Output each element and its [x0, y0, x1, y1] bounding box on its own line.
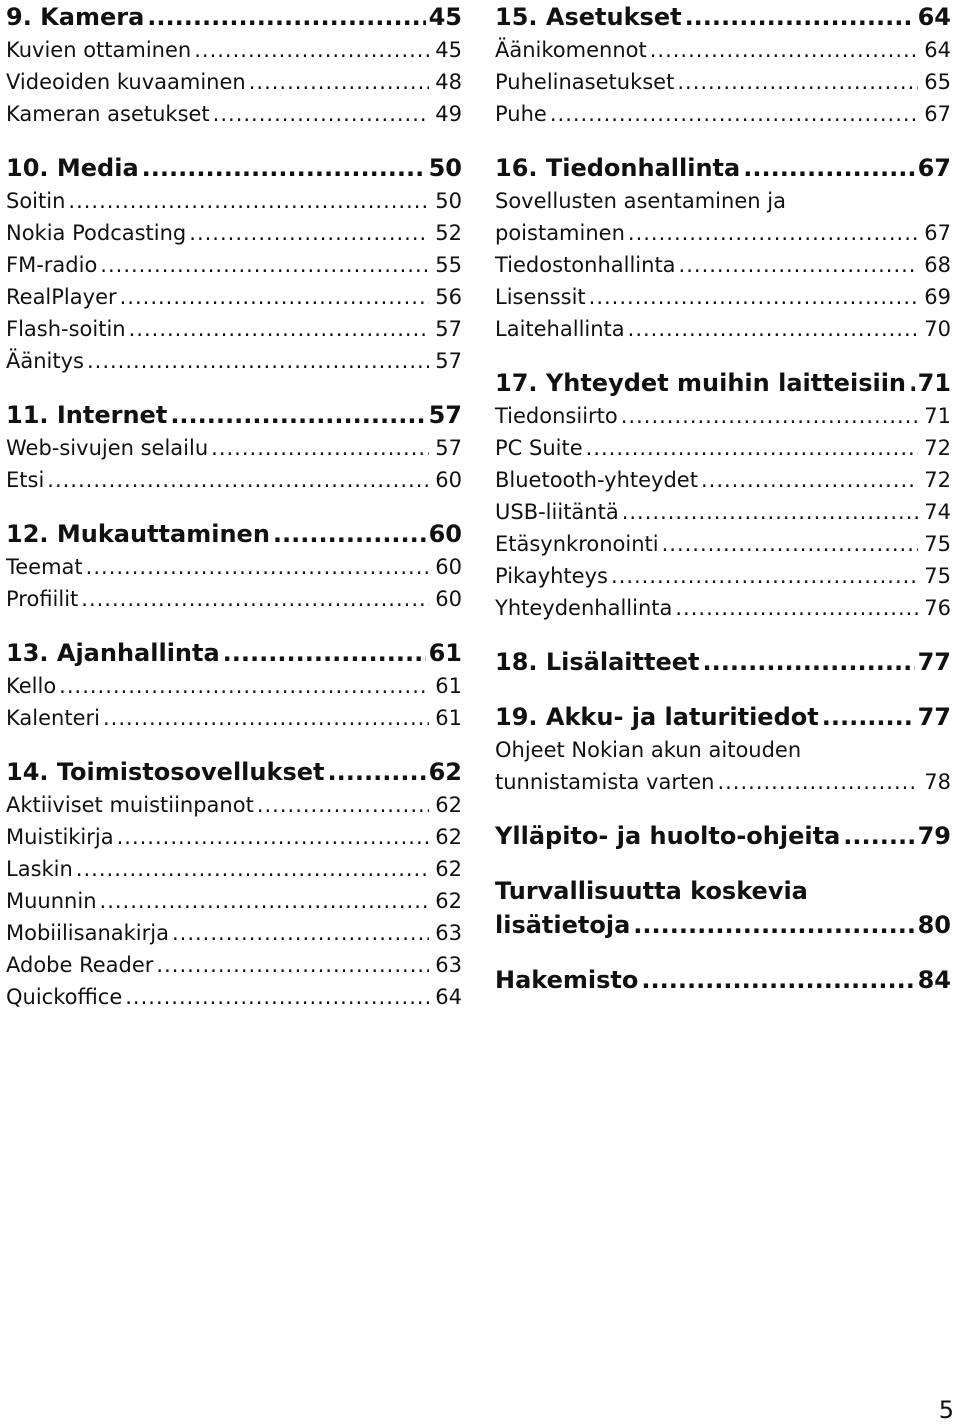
dot-leader — [76, 853, 429, 885]
dot-leader — [100, 885, 429, 917]
toc-section-entry[interactable] — [495, 874, 951, 908]
toc-page-number: 67 — [924, 102, 951, 126]
section-gap — [495, 853, 951, 874]
toc-entry-title: Profiilit — [6, 587, 79, 611]
dot-leader — [147, 0, 425, 34]
toc-entry-title: Kello — [6, 674, 57, 698]
toc-entry[interactable] — [6, 313, 462, 345]
toc-entry-title: Mobiilisanakirja — [6, 921, 169, 945]
toc-entry-title: 12. Mukauttaminen — [6, 520, 270, 548]
toc-entry[interactable] — [6, 249, 462, 281]
dot-leader — [611, 560, 918, 592]
toc-entry[interactable] — [6, 432, 462, 464]
toc-entry[interactable] — [6, 949, 462, 981]
toc-entry-title: Muistikirja — [6, 825, 114, 849]
toc-page-number: 50 — [435, 189, 462, 213]
toc-entry[interactable] — [6, 185, 462, 217]
toc-entry[interactable] — [495, 766, 951, 798]
dot-leader — [100, 249, 429, 281]
toc-page-number: 62 — [428, 758, 462, 786]
section-gap — [6, 615, 462, 636]
toc-entry-title: USB-liitäntä — [495, 500, 619, 524]
toc-entry[interactable] — [495, 528, 951, 560]
toc-page-number: 62 — [435, 857, 462, 881]
toc-entry-title: Kalenteri — [6, 706, 100, 730]
section-gap — [6, 496, 462, 517]
toc-entry[interactable] — [495, 34, 951, 66]
section-gap — [6, 734, 462, 755]
toc-entry-title: 18. Lisälaitteet — [495, 648, 700, 676]
toc-entry-title: Etsi — [6, 468, 45, 492]
toc-page-number: 70 — [924, 317, 951, 341]
toc-entry[interactable] — [6, 917, 462, 949]
toc-section-entry[interactable] — [495, 819, 951, 853]
dot-leader — [249, 66, 429, 98]
toc-page-number: 67 — [924, 221, 951, 245]
toc-entry-title: lisätietoja — [495, 911, 631, 939]
toc-entry-title: Web-sivujen selailu — [6, 436, 209, 460]
dot-leader — [586, 432, 918, 464]
toc-page-number: 62 — [435, 889, 462, 913]
dot-leader — [628, 313, 918, 345]
toc-page-number: 78 — [924, 770, 951, 794]
toc-entry-title: Laskin — [6, 857, 73, 881]
dot-leader — [843, 819, 914, 853]
dot-leader — [685, 0, 915, 34]
toc-page-number: 79 — [917, 822, 951, 850]
dot-leader — [743, 151, 914, 185]
dot-leader — [194, 34, 429, 66]
toc-entry-title: Soitin — [6, 189, 66, 213]
toc-entry[interactable] — [6, 789, 462, 821]
toc-entry[interactable] — [495, 98, 951, 130]
toc-entry-title: Pikayhteys — [495, 564, 608, 588]
toc-page-number: 75 — [924, 532, 951, 556]
dot-leader — [909, 366, 915, 400]
toc-page-number: 65 — [924, 70, 951, 94]
toc-page-number: 80 — [917, 911, 951, 939]
dot-leader — [717, 766, 918, 798]
toc-entry-title: Kuvien ottaminen — [6, 38, 192, 62]
dot-leader — [47, 464, 429, 496]
toc-page-number: 77 — [917, 648, 951, 676]
toc-entry[interactable] — [495, 66, 951, 98]
toc-page-number: 61 — [428, 639, 462, 667]
dot-leader — [103, 702, 429, 734]
toc-section-entry[interactable] — [6, 398, 462, 432]
toc-right-column — [495, 0, 951, 997]
dot-leader — [156, 949, 429, 981]
toc-entry[interactable] — [6, 702, 462, 734]
toc-entry-title: Äänikomennot — [495, 38, 647, 62]
toc-entry-title: FM-radio — [6, 253, 98, 277]
toc-entry-title: Tiedonsiirto — [495, 404, 618, 428]
dot-leader — [628, 217, 918, 249]
toc-entry-title: 9. Kamera — [6, 3, 145, 31]
dot-leader — [633, 908, 914, 942]
toc-entry-title: Sovellusten asentaminen ja — [495, 189, 786, 213]
toc-entry[interactable] — [6, 551, 462, 583]
toc-page-number: 56 — [435, 285, 462, 309]
toc-entry[interactable] — [495, 281, 951, 313]
dot-leader — [589, 281, 918, 313]
section-gap — [495, 798, 951, 819]
toc-page-number: 63 — [435, 921, 462, 945]
toc-page-number: 60 — [435, 555, 462, 579]
toc-entry[interactable] — [6, 853, 462, 885]
section-gap — [495, 942, 951, 963]
toc-entry[interactable] — [495, 592, 951, 624]
toc-page-number: 72 — [924, 468, 951, 492]
toc-page-number: 57 — [428, 401, 462, 429]
toc-page-number: 64 — [924, 38, 951, 62]
toc-entry[interactable] — [495, 217, 951, 249]
toc-page-number: 52 — [435, 221, 462, 245]
dot-leader — [142, 151, 426, 185]
toc-page-number: 63 — [435, 953, 462, 977]
toc-page-number: 45 — [435, 38, 462, 62]
toc-entry-title: Nokia Podcasting — [6, 221, 187, 245]
dot-leader — [621, 400, 918, 432]
toc-entry-title: Flash-soitin — [6, 317, 126, 341]
toc-page-number: 50 — [428, 154, 462, 182]
dot-leader — [662, 528, 918, 560]
toc-entry-title: Muunnin — [6, 889, 97, 913]
toc-page-number: 57 — [435, 349, 462, 373]
toc-entry-title: Hakemisto — [495, 966, 639, 994]
dot-leader — [211, 432, 429, 464]
toc-page-number: 77 — [917, 703, 951, 731]
toc-entry[interactable] — [495, 400, 951, 432]
toc-entry-title: Bluetooth-yhteydet — [495, 468, 698, 492]
toc-entry[interactable] — [495, 313, 951, 345]
page-number: 5 — [938, 1396, 954, 1424]
toc-entry-title: Tiedostonhallinta — [495, 253, 676, 277]
toc-page-number: 68 — [924, 253, 951, 277]
toc-entry[interactable] — [6, 821, 462, 853]
toc-page-number: 74 — [924, 500, 951, 524]
toc-entry[interactable] — [6, 981, 462, 1013]
toc-page-number: 67 — [917, 154, 951, 182]
toc-entry[interactable] — [6, 34, 462, 66]
toc-page-number: 60 — [428, 520, 462, 548]
toc-page-number: 60 — [435, 587, 462, 611]
toc-section-entry[interactable] — [495, 0, 951, 34]
dot-leader — [189, 217, 429, 249]
dot-leader — [257, 789, 429, 821]
toc-page-number: 62 — [435, 825, 462, 849]
dot-leader — [273, 517, 426, 551]
toc-entry-title: Adobe Reader — [6, 953, 154, 977]
dot-leader — [550, 98, 918, 130]
dot-leader — [650, 34, 918, 66]
toc-section-entry[interactable] — [6, 517, 462, 551]
toc-page-number: 55 — [435, 253, 462, 277]
dot-leader — [59, 670, 429, 702]
dot-leader — [87, 345, 429, 377]
toc-page-number: 84 — [917, 966, 951, 994]
toc-entry-title: Turvallisuutta koskevia — [495, 877, 808, 905]
dot-leader — [129, 313, 429, 345]
dot-leader — [679, 249, 918, 281]
toc-page-number: 49 — [435, 102, 462, 126]
toc-entry[interactable] — [495, 464, 951, 496]
toc-entry[interactable] — [495, 734, 951, 766]
toc-section-entry[interactable] — [495, 151, 951, 185]
toc-entry[interactable] — [6, 885, 462, 917]
toc-page-number: 61 — [435, 706, 462, 730]
toc-entry[interactable] — [6, 583, 462, 615]
toc-entry[interactable] — [6, 98, 462, 130]
toc-page-number: 75 — [924, 564, 951, 588]
toc-section-entry[interactable] — [495, 645, 951, 679]
toc-entry[interactable] — [495, 249, 951, 281]
toc-entry-title: Videoiden kuvaaminen — [6, 70, 246, 94]
toc-page-number: 45 — [428, 3, 462, 31]
dot-leader — [125, 981, 429, 1013]
toc-entry-title: poistaminen — [495, 221, 625, 245]
toc-left-column — [6, 0, 462, 1013]
dot-leader — [641, 963, 914, 997]
toc-page-number: 62 — [435, 793, 462, 817]
toc-entry-title: Ohjeet Nokian akun aitouden — [495, 738, 802, 762]
toc-entry-title: 14. Toimistosovellukset — [6, 758, 325, 786]
toc-entry-title: Lisenssit — [495, 285, 586, 309]
toc-section-entry[interactable] — [6, 755, 462, 789]
toc-entry-title: 16. Tiedonhallinta — [495, 154, 741, 182]
dot-leader — [120, 281, 429, 313]
toc-section-entry[interactable] — [6, 636, 462, 670]
toc-page-number: 57 — [435, 317, 462, 341]
dot-leader — [170, 398, 425, 432]
toc-entry-title: Puhelinasetukset — [495, 70, 675, 94]
toc-entry-title: RealPlayer — [6, 285, 117, 309]
toc-entry-title: Etäsynkronointi — [495, 532, 659, 556]
toc-page-number: 64 — [435, 985, 462, 1009]
section-gap — [495, 679, 951, 700]
toc-entry-title: Ylläpito- ja huolto-ohjeita — [495, 822, 841, 850]
toc-entry[interactable] — [495, 432, 951, 464]
dot-leader — [213, 98, 429, 130]
dot-leader — [172, 917, 429, 949]
toc-page-number: 69 — [924, 285, 951, 309]
toc-entry[interactable] — [6, 670, 462, 702]
dot-leader — [223, 636, 426, 670]
toc-entry-title: Laitehallinta — [495, 317, 625, 341]
toc-entry[interactable] — [6, 345, 462, 377]
dot-leader — [703, 645, 915, 679]
toc-entry-title: 17. Yhteydet muihin laitteisiin — [495, 369, 907, 397]
toc-page-number: 76 — [924, 596, 951, 620]
toc-section-entry[interactable] — [495, 963, 951, 997]
toc-entry-title: Teemat — [6, 555, 83, 579]
toc-section-entry[interactable] — [6, 0, 462, 34]
dot-leader — [86, 551, 429, 583]
dot-leader — [701, 464, 918, 496]
toc-page-number: 71 — [924, 404, 951, 428]
toc-page-number: 48 — [435, 70, 462, 94]
toc-entry-title: 13. Ajanhallinta — [6, 639, 220, 667]
toc-entry-title: tunnistamista varten — [495, 770, 715, 794]
dot-leader — [68, 185, 429, 217]
dot-leader — [822, 700, 915, 734]
toc-entry-title: Quickoffice — [6, 985, 123, 1009]
toc-page-number: 57 — [435, 436, 462, 460]
toc-entry[interactable] — [495, 496, 951, 528]
section-gap — [6, 130, 462, 151]
dot-leader — [622, 496, 918, 528]
section-gap — [495, 624, 951, 645]
toc-entry-title: Äänitys — [6, 349, 84, 373]
toc-entry[interactable] — [6, 281, 462, 313]
toc-entry[interactable] — [6, 464, 462, 496]
toc-entry[interactable] — [6, 66, 462, 98]
toc-entry[interactable] — [495, 185, 951, 217]
toc-entry[interactable] — [495, 560, 951, 592]
section-gap — [495, 130, 951, 151]
dot-leader — [117, 821, 429, 853]
toc-entry-title: PC Suite — [495, 436, 583, 460]
toc-entry[interactable] — [6, 217, 462, 249]
toc-entry-title: Puhe — [495, 102, 547, 126]
toc-entry-title: Kameran asetukset — [6, 102, 210, 126]
toc-page-number: 72 — [924, 436, 951, 460]
toc-page-number: 60 — [435, 468, 462, 492]
toc-entry-title: 15. Asetukset — [495, 3, 682, 31]
dot-leader — [327, 755, 425, 789]
toc-entry-title: Aktiiviset muistiinpanot — [6, 793, 254, 817]
dot-leader — [677, 66, 918, 98]
dot-leader — [675, 592, 918, 624]
dot-leader — [81, 583, 429, 615]
toc-entry-title: Yhteydenhallinta — [495, 596, 673, 620]
toc-section-entry[interactable] — [6, 151, 462, 185]
toc-page-number: 61 — [435, 674, 462, 698]
toc-section-entry[interactable] — [495, 908, 951, 942]
section-gap — [495, 345, 951, 366]
toc-entry-title: 11. Internet — [6, 401, 168, 429]
toc-entry-title: 19. Akku- ja laturitiedot — [495, 703, 819, 731]
toc-entry-title: 10. Media — [6, 154, 139, 182]
toc-page-number: 71 — [917, 369, 951, 397]
toc-section-entry[interactable] — [495, 700, 951, 734]
toc-page-number: 64 — [917, 3, 951, 31]
section-gap — [6, 377, 462, 398]
toc-section-entry[interactable] — [495, 366, 951, 400]
